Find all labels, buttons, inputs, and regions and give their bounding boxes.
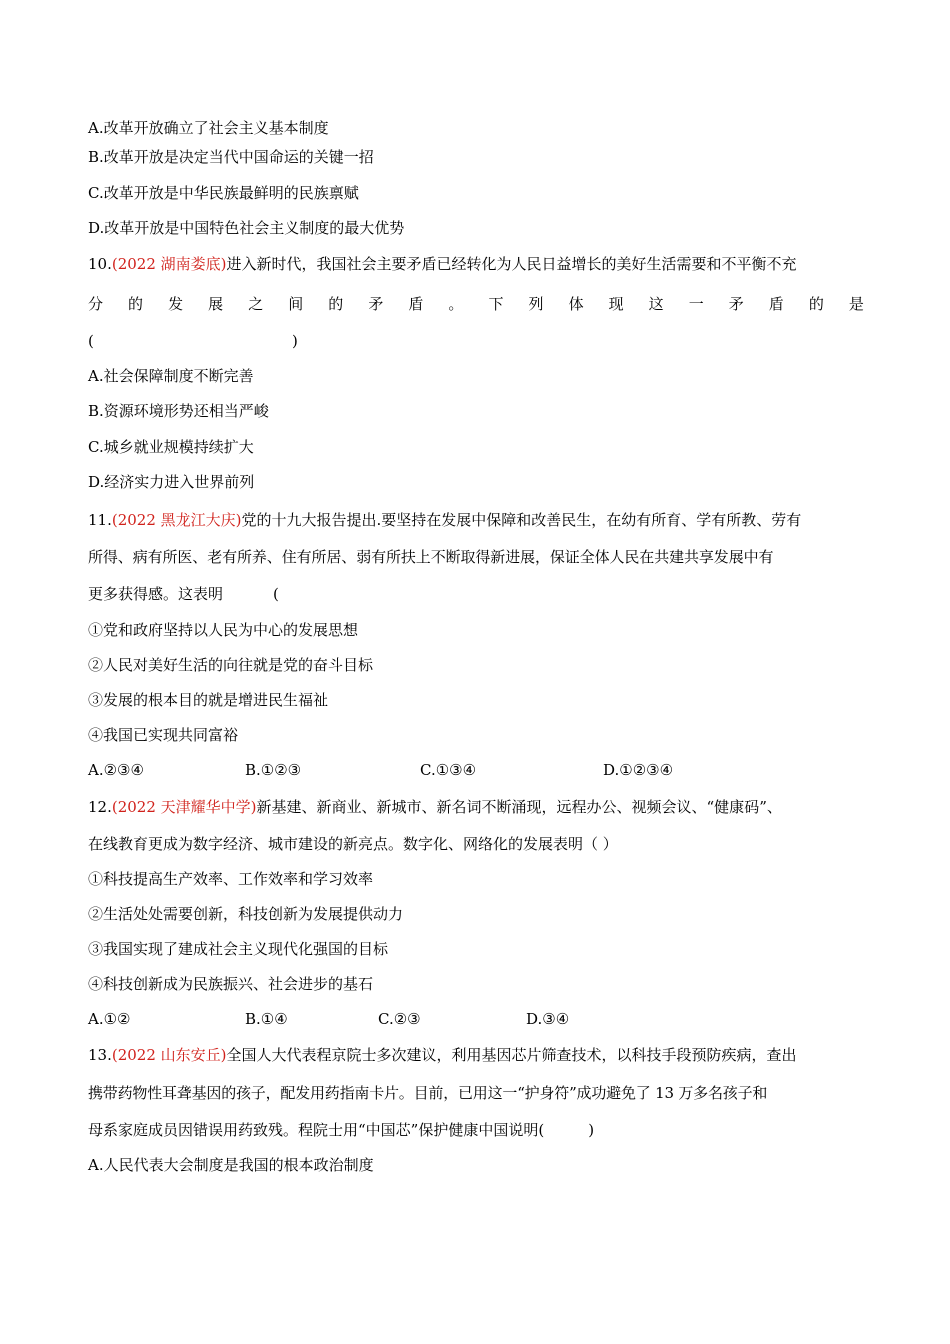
q12-stem-text: 新基建、新商业、新城市、新名词不断涌现，远程办公、视频会议、“健康码”、 — [256, 798, 782, 816]
q10-char: 。 — [448, 295, 464, 313]
q10-char: 下 — [488, 295, 504, 313]
q12-item-3: ③我国实现了建成社会主义现代化强国的目标 — [88, 940, 389, 958]
q10-option-a: A.社会保障制度不断完善 — [88, 367, 254, 385]
q11-choice-b: B.①②③ — [245, 761, 302, 779]
q10-char: 矛 — [728, 295, 744, 313]
q10-char: 分 — [88, 295, 104, 313]
q11-item-2: ②人民对美好生活的向往就是党的奋斗目标 — [88, 656, 374, 674]
q11-number: 11. — [88, 511, 112, 529]
q13-stem-text3: 母系家庭成员因错误用药致残。程院士用“中国芯”保护健康中国说明( — [88, 1121, 545, 1139]
q11-source: (2022 黑龙江大庆) — [111, 511, 242, 529]
q12-choice-d: D.③④ — [526, 1010, 570, 1028]
q10-paren-open: ( — [88, 332, 94, 350]
q13-stem-text: 全国人大代表程京院士多次建议，利用基因芯片筛查技术，以科技手段预防疾病，查出 — [226, 1046, 797, 1064]
q11-choice-d: D.①②③④ — [603, 761, 674, 779]
q9-option-c: C.改革开放是中华民族最鲜明的民族禀赋 — [88, 184, 359, 202]
q12-stem-line1 — [88, 797, 782, 817]
q10-char: 发 — [168, 295, 184, 313]
q12-item-1: ①科技提高生产效率、工作效率和学习效率 — [88, 870, 374, 888]
q10-char: 展 — [208, 295, 224, 313]
q10-char: 这 — [648, 295, 664, 313]
q11-stem-text: 党的十九大报告提出.要坚持在发展中保障和改善民生，在幼有所育、学有所教、劳有 — [241, 511, 802, 529]
q11-paren: ( — [273, 585, 279, 603]
q12-stem-line2: 在线教育更成为数字经济、城市建设的新亮点。数字化、网络化的发展表明（ ） — [88, 835, 618, 853]
q10-source: (2022 湖南娄底) — [111, 255, 227, 273]
q10-char: 现 — [608, 295, 624, 313]
q13-stem-line3 — [88, 1120, 594, 1140]
q12-item-2: ②生活处处需要创新，科技创新为发展提供动力 — [88, 905, 404, 923]
q10-char: 是 — [848, 295, 864, 313]
q10-paren-close: ) — [292, 332, 298, 350]
q9-option-a: A.改革开放确立了社会主义基本制度 — [88, 119, 329, 137]
q10-char: 列 — [528, 295, 544, 313]
q10-stem-line1 — [88, 254, 797, 274]
q10-char: 的 — [328, 295, 344, 313]
q9-option-b: B.改革开放是决定当代中国命运的关键一招 — [88, 148, 374, 166]
q10-stem-text: 进入新时代，我国社会主要矛盾已经转化为人民日益增长的美好生活需要和不平衡不充 — [226, 255, 797, 273]
q11-stem-line3 — [88, 584, 279, 604]
q13-source: (2022 山东安丘) — [111, 1046, 227, 1064]
q10-char: 矛 — [368, 295, 384, 313]
q12-item-4: ④科技创新成为民族振兴、社会进步的基石 — [88, 975, 374, 993]
q10-option-c: C.城乡就业规模持续扩大 — [88, 438, 254, 456]
q10-char: 盾 — [408, 295, 424, 313]
q11-item-1: ①党和政府坚持以人民为中心的发展思想 — [88, 621, 359, 639]
q10-number: 10. — [88, 255, 112, 273]
q10-char: 盾 — [768, 295, 784, 313]
q10-char: 体 — [568, 295, 584, 313]
q13-stem-line1 — [88, 1045, 797, 1065]
q10-char: 之 — [248, 295, 264, 313]
q11-stem-line1 — [88, 510, 801, 530]
q13-stem-line2: 携带药物性耳聋基因的孩子，配发用药指南卡片。目前，已用这一“护身符”成功避免了 13 万多名孩子和 — [88, 1084, 768, 1102]
q12-source: (2022 天津耀华中学) — [111, 798, 257, 816]
q13-number: 13. — [88, 1046, 112, 1064]
q12-choice-b: B.①④ — [245, 1010, 288, 1028]
q9-option-d: D.改革开放是中国特色社会主义制度的最大优势 — [88, 219, 405, 237]
q12-number: 12. — [88, 798, 112, 816]
q10-char: 的 — [808, 295, 824, 313]
q11-item-3: ③发展的根本目的就是增进民生福祉 — [88, 691, 329, 709]
q10-stem-line2 — [88, 294, 864, 314]
q10-char: 一 — [688, 295, 704, 313]
q13-paren-close: ) — [588, 1121, 595, 1139]
q12-choice-a: A.①② — [88, 1010, 131, 1028]
q13-option-a: A.人民代表大会制度是我国的根本政治制度 — [88, 1156, 374, 1174]
q11-item-4: ④我国已实现共同富裕 — [88, 726, 239, 744]
q11-stem-text3: 更多获得感。这表明 — [88, 585, 224, 603]
q12-choice-c: C.②③ — [378, 1010, 421, 1028]
q11-stem-line2: 所得、病有所医、老有所养、住有所居、弱有所扶上不断取得新进展，保证全体人民在共建共享发展中有 — [88, 548, 774, 566]
q10-char: 间 — [288, 295, 304, 313]
q10-char: 的 — [128, 295, 144, 313]
q11-choice-c: C.①③④ — [420, 761, 477, 779]
q11-choice-a: A.②③④ — [88, 761, 144, 779]
q10-option-d: D.经济实力进入世界前列 — [88, 473, 255, 491]
q10-option-b: B.资源环境形势还相当严峻 — [88, 402, 269, 420]
